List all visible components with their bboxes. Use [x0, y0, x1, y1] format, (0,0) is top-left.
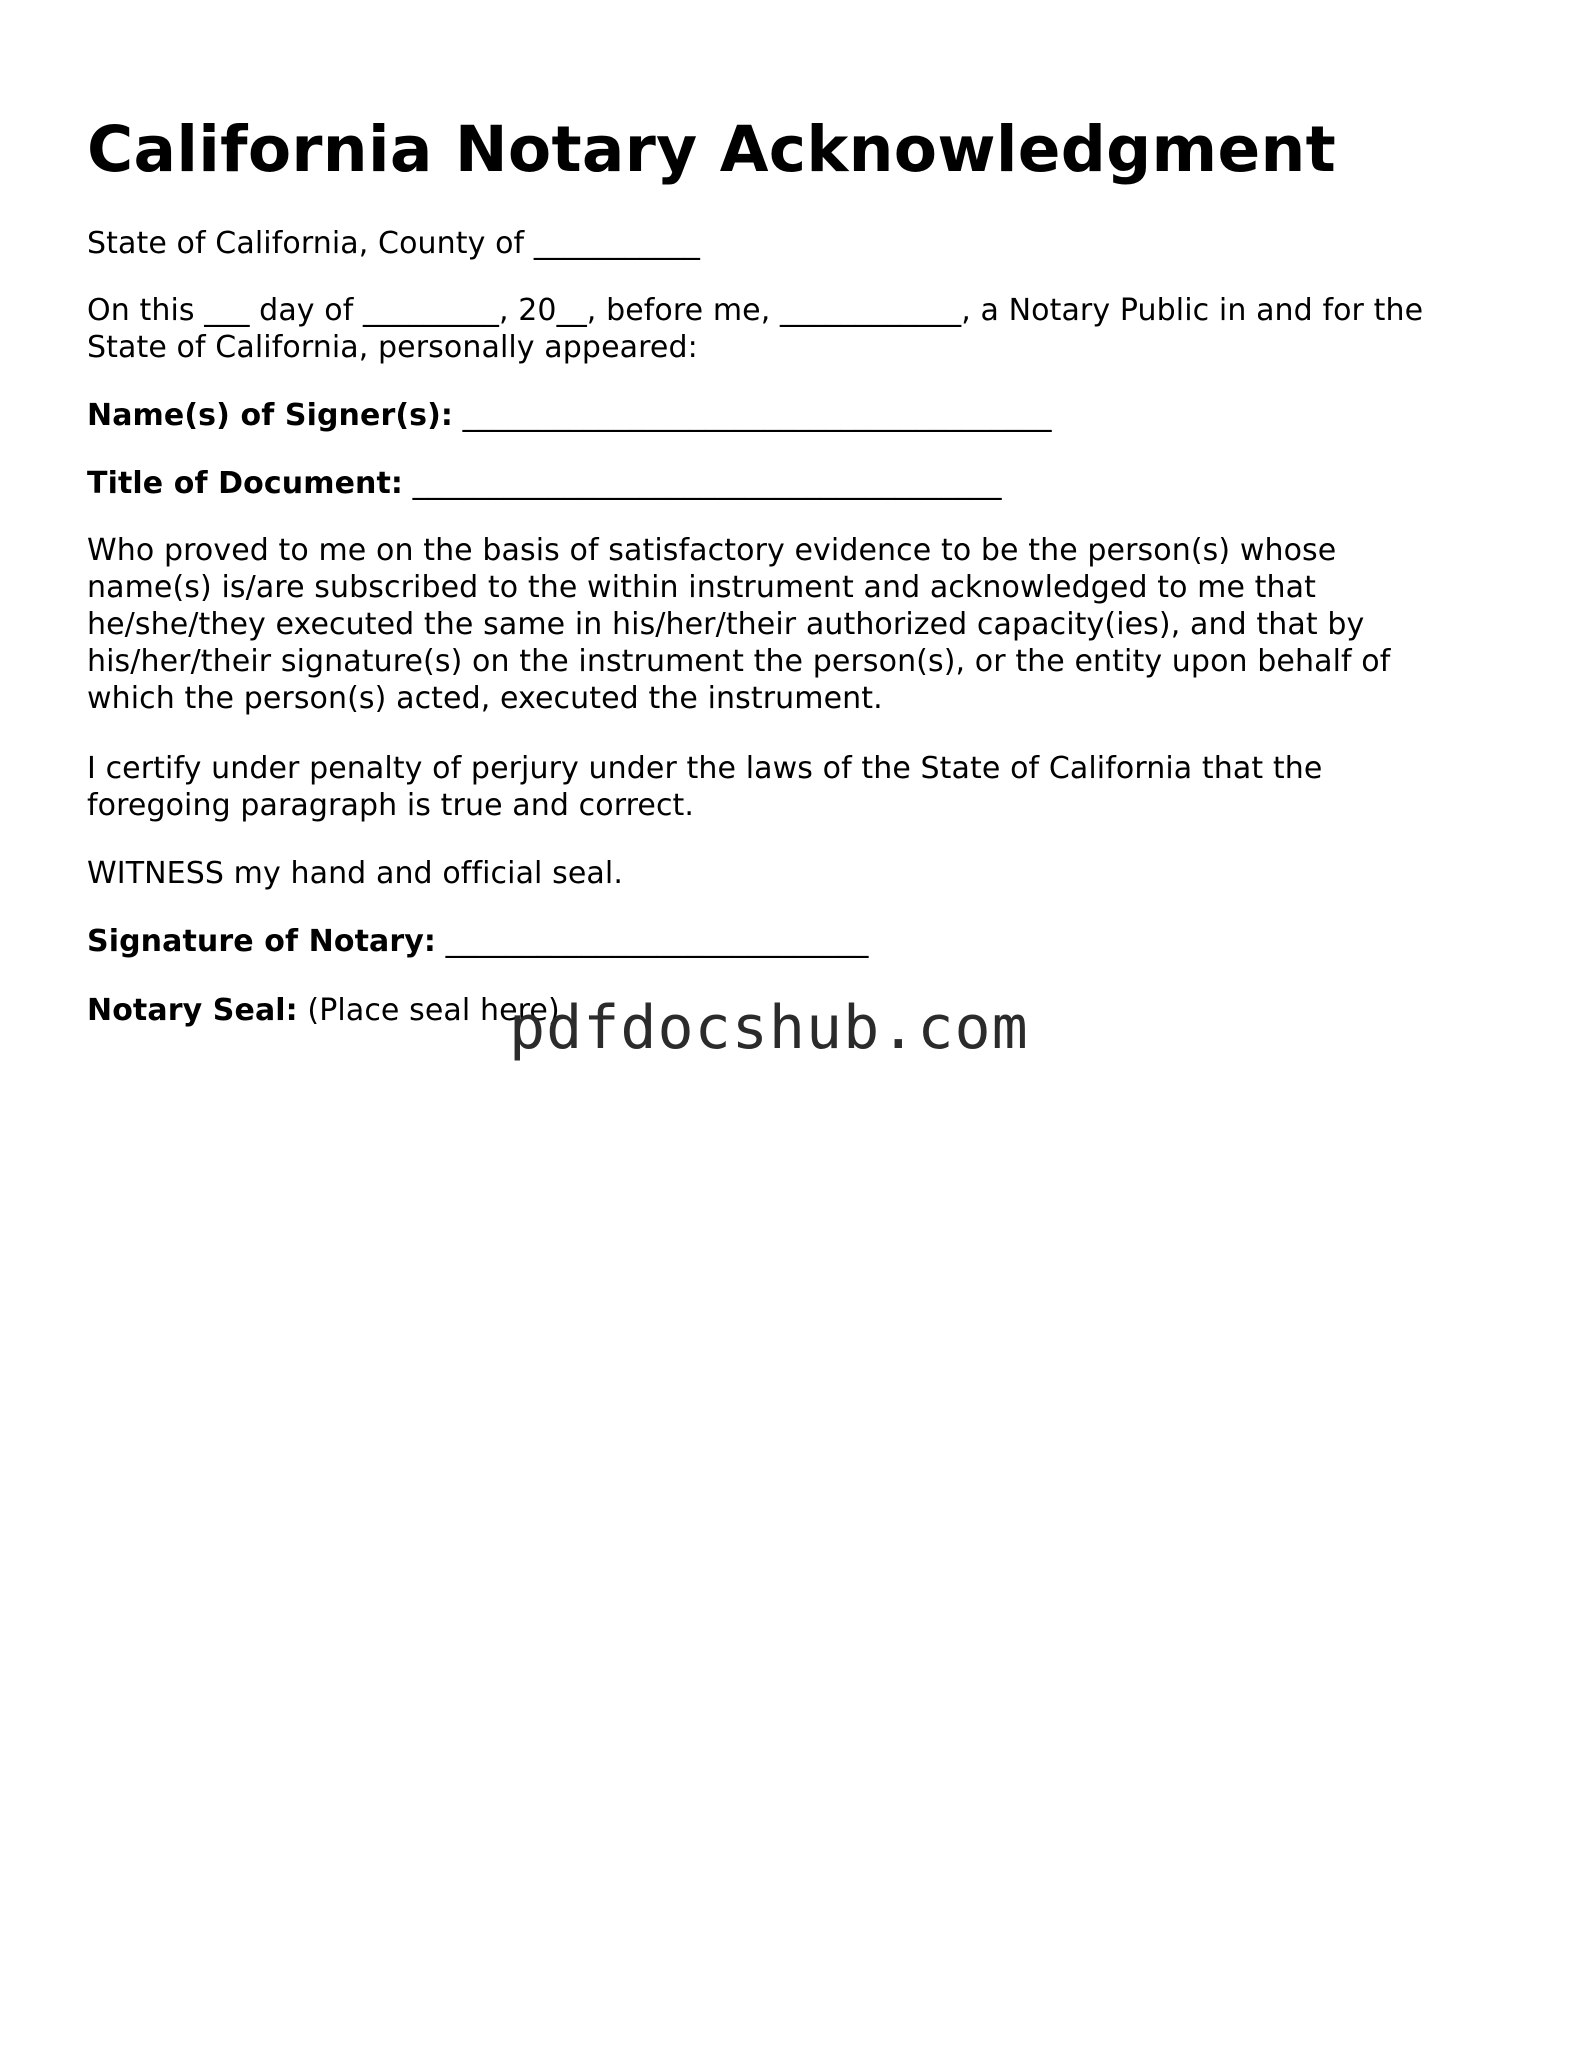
- notary-signature-label: Signature of Notary:: [87, 924, 437, 959]
- appearance-line: State of California, personally appeared:: [87, 330, 698, 365]
- proof-line: his/her/their signature(s) on the instrument the person(s), or the entity upon behalf of: [87, 644, 1391, 679]
- proof-line: he/she/they executed the same in his/her/their authorized capacity(ies), and that by: [87, 607, 1365, 642]
- notary-seal-text: (Place seal here): [297, 993, 560, 1028]
- signers-blank: _______________________________________: [453, 398, 1052, 433]
- proof-line: which the person(s) acted, executed the instrument.: [87, 681, 883, 716]
- proof-paragraph: [87, 532, 1390, 717]
- county-line: State of California, County of ___________: [87, 226, 700, 261]
- certify-paragraph: [87, 750, 1322, 824]
- signers-label: Name(s) of Signer(s):: [87, 398, 454, 433]
- notary-seal-field: [87, 992, 560, 1029]
- watermark-text: pdfdocshub.com: [509, 993, 1029, 1063]
- witness-line: WITNESS my hand and official seal.: [87, 856, 623, 891]
- certify-line: foregoing paragraph is true and correct.: [87, 788, 695, 823]
- signers-field: [87, 397, 1052, 434]
- document-title: California Notary Acknowledgment: [87, 113, 1337, 186]
- title-of-document-field: [87, 465, 1002, 502]
- appearance-line: On this ___ day of _________, 20__, before me, ____________, a Notary Public in and for the: [87, 293, 1424, 328]
- certify-line: I certify under penalty of perjury under the laws of the State of California that the: [87, 751, 1323, 786]
- notary-seal-label: Notary Seal:: [87, 993, 298, 1028]
- notary-signature-blank: ____________________________: [436, 924, 869, 959]
- proof-line: name(s) is/are subscribed to the within instrument and acknowledged to me that: [87, 570, 1317, 605]
- title-of-document-blank: _______________________________________: [403, 466, 1002, 501]
- title-of-document-label: Title of Document:: [87, 466, 404, 501]
- proof-line: Who proved to me on the basis of satisfactory evidence to be the person(s) whose: [87, 533, 1337, 568]
- appearance-paragraph: [87, 292, 1423, 366]
- notary-signature-field: [87, 923, 868, 960]
